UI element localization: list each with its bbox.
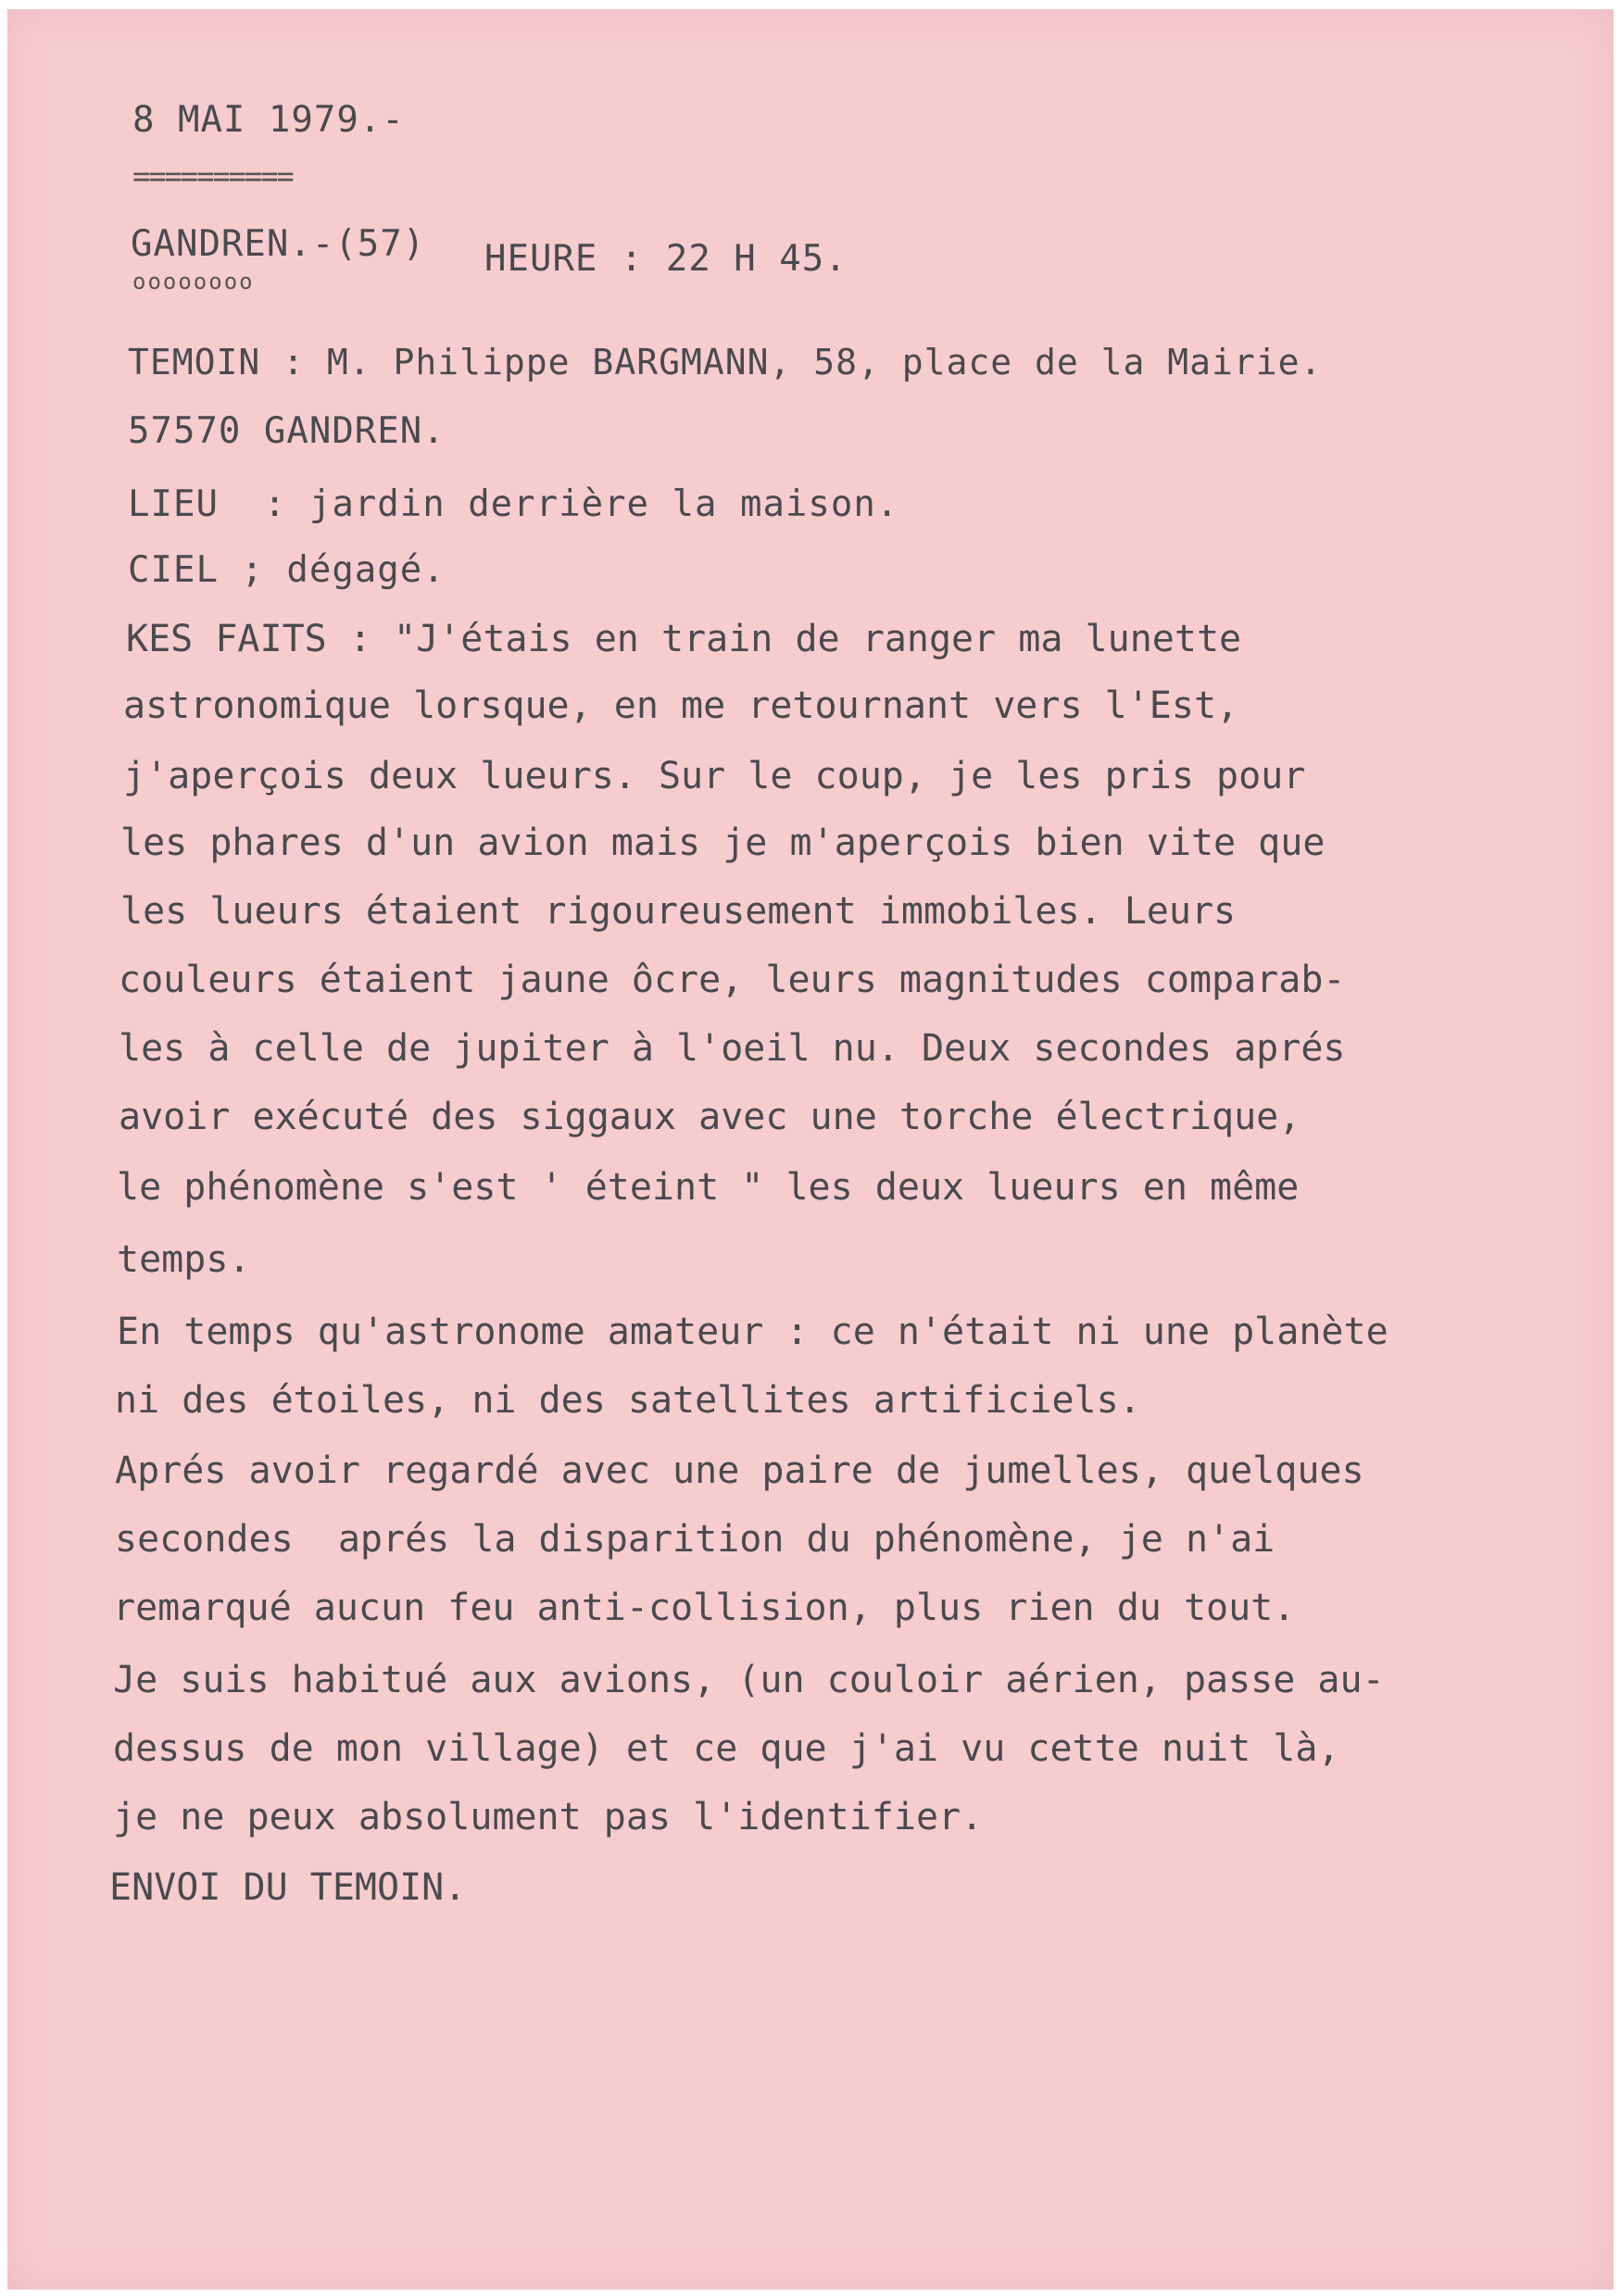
place-underline: oooooooo <box>132 269 255 295</box>
report-date: 8 MAI 1979.- <box>132 99 405 141</box>
facts-line: dessus de mon village) et ce que j'ai vu cette nuit là, <box>113 1727 1340 1770</box>
facts-line: les lueurs étaient rigoureusement immobiles. Leurs <box>120 890 1237 933</box>
facts-line: ENVOI DU TEMOIN. <box>109 1866 467 1909</box>
sky-line: CIEL ; dégagé. <box>128 549 446 591</box>
facts-line: les à celle de jupiter à l'oeil nu. Deux secondes aprés <box>119 1027 1346 1070</box>
report-time: HEURE : 22 H 45. <box>484 238 848 280</box>
report-place: GANDREN.-(57) <box>131 223 426 265</box>
facts-line: ni des étoiles, ni des satellites artificiels. <box>115 1379 1141 1422</box>
facts-line: En temps qu'astronome amateur : ce n'était ni une planète <box>117 1311 1389 1353</box>
facts-line: le phénomène s'est ' éteint " les deux lueurs en même <box>117 1166 1300 1209</box>
facts-line: secondes aprés la disparition du phénomène, je n'ai <box>115 1518 1275 1561</box>
facts-line: astronomique lorsque, en me retournant vers l'Est, <box>123 684 1239 727</box>
facts-line: remarqué aucun feu anti-collision, plus rien du tout. <box>113 1587 1296 1629</box>
witness-line-1: TEMOIN : M. Philippe BARGMANN, 58, place de la Mairie. <box>128 342 1323 383</box>
location-line: LIEU : jardin derrière la maison. <box>128 483 899 525</box>
typed-document-page <box>7 9 1614 2290</box>
facts-line: KES FAITS : "J'étais en train de ranger ma lunette <box>126 618 1242 660</box>
witness-line-2: 57570 GANDREN. <box>128 410 446 452</box>
facts-line: temps. <box>117 1238 251 1281</box>
facts-line: les phares d'un avion mais je m'aperçois bien vite que <box>120 822 1326 864</box>
date-underline: ========== <box>132 158 293 194</box>
facts-line: avoir exécuté des siggaux avec une torche électrique, <box>119 1096 1301 1138</box>
facts-line: j'aperçois deux lueurs. Sur le coup, je les pris pour <box>123 755 1306 797</box>
facts-line: je ne peux absolument pas l'identifier. <box>113 1796 984 1838</box>
facts-line: Aprés avoir regardé avec une paire de jumelles, quelques <box>115 1449 1364 1492</box>
facts-line: Je suis habitué aux avions, (un couloir aérien, passe au- <box>113 1659 1385 1701</box>
facts-line: couleurs étaient jaune ôcre, leurs magnitudes comparab- <box>119 959 1346 1001</box>
